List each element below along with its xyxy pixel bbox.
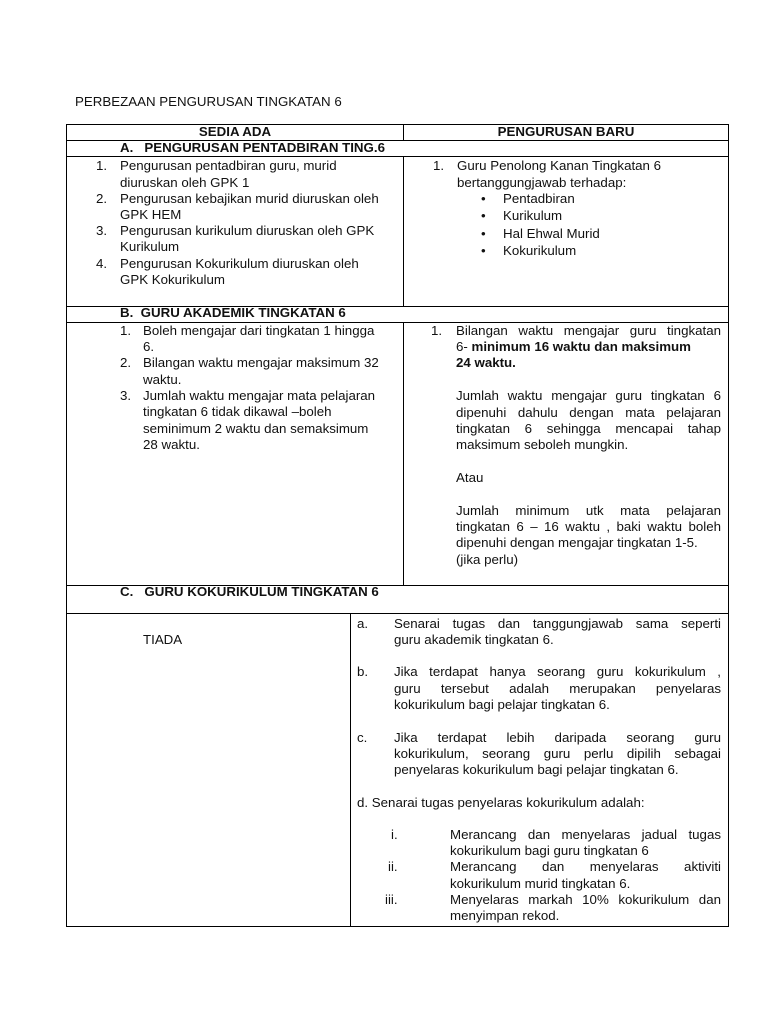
- table-border-bottom: [66, 926, 729, 927]
- list-item-text: penyelaras kokurikulum bagi pelajar tingkatan 6.: [394, 762, 679, 777]
- paragraph-line: (jika perlu): [456, 552, 519, 567]
- list-item-text: diuruskan oleh GPK 1: [120, 175, 250, 190]
- header-sedia-ada: SEDIA ADA: [198, 124, 272, 139]
- list-item-text: tingkatan 6 tidak dikawal –boleh: [143, 404, 332, 419]
- roman-item-text: Menyelaras markah 10% kokurikulum dan: [450, 892, 721, 907]
- roman-number: ii.: [388, 859, 398, 874]
- list-number: 1.: [431, 323, 443, 338]
- table-row-line: [66, 613, 729, 614]
- list-item-text: seminimum 2 waktu dan semaksimum: [143, 421, 369, 436]
- list-item-text: Jika terdapat lebih daripada seorang guru: [394, 730, 721, 745]
- column-divider: [403, 322, 404, 585]
- list-number: 1.: [96, 158, 108, 173]
- bullet-item-text: Hal Ehwal Murid: [503, 226, 600, 241]
- roman-item-text: Merancang dan menyelaras aktiviti: [450, 859, 721, 874]
- list-item-text: Pengurusan Kokurikulum diuruskan oleh: [120, 256, 359, 271]
- list-number: 3.: [120, 388, 132, 403]
- emphasis-text: minimum 16 waktu dan maksimum: [471, 339, 691, 354]
- list-number: 3.: [96, 223, 108, 238]
- paragraph-line: Jumlah waktu mengajar guru tingkatan 6: [456, 388, 721, 403]
- paragraph-line: tingkatan 6 – 16 waktu , baki waktu boleh: [456, 519, 721, 534]
- list-letter: c.: [357, 730, 368, 745]
- list-item-text: Pengurusan kebajikan murid diuruskan oleh: [120, 191, 379, 206]
- roman-item-text: Merancang dan menyelaras jadual tugas: [450, 827, 721, 842]
- paragraph-line: Jumlah minimum utk mata pelajaran: [456, 503, 721, 518]
- paragraph-line: maksimum seboleh mungkin.: [456, 437, 629, 452]
- header-pengurusan-baru: PENGURUSAN BARU: [497, 124, 635, 139]
- list-item-text: GPK Kokurikulum: [120, 272, 225, 287]
- paragraph-line: dipenuhi dengan mengajar tingkatan 1-5.: [456, 535, 698, 550]
- list-item-text: [456, 339, 721, 356]
- list-item-text: Kurikulum: [120, 239, 180, 254]
- roman-number: iii.: [385, 892, 398, 907]
- list-number: 2.: [120, 355, 132, 370]
- list-item-text: Bilangan waktu mengajar guru tingkatan: [456, 323, 721, 338]
- bullet-icon: •: [481, 226, 486, 241]
- list-item-text: guru akademik tingkatan 6.: [394, 632, 554, 647]
- section-c-left-text: TIADA: [143, 632, 183, 647]
- section-c-heading: C. GURU KOKURIKULUM TINGKATAN 6: [120, 584, 379, 599]
- bullet-item-text: Kokurikulum: [503, 243, 577, 258]
- list-item-text: Jumlah waktu mengajar mata pelajaran: [143, 388, 376, 403]
- bullet-icon: •: [481, 243, 486, 258]
- list-number: 1.: [120, 323, 132, 338]
- bullet-icon: •: [481, 191, 486, 206]
- list-item-text: 28 waktu.: [143, 437, 200, 452]
- paragraph-line: dipenuhi dahulu dengan mata pelajaran: [456, 405, 721, 420]
- list-item-text: Guru Penolong Kanan Tingkatan 6: [457, 158, 662, 173]
- section-a-heading: A. PENGURUSAN PENTADBIRAN TING.6: [120, 140, 385, 155]
- list-number: 2.: [96, 191, 108, 206]
- atau-text: Atau: [456, 470, 484, 485]
- section-c-d-text: d. Senarai tugas penyelaras kokurikulum adalah:: [357, 795, 645, 810]
- list-item-text-prefix: 6-: [456, 339, 472, 354]
- list-item-text: Jika terdapat hanya seorang guru kokurikulum ,: [394, 664, 721, 679]
- list-item-text: waktu.: [143, 372, 182, 387]
- list-item-text: Pengurusan pentadbiran guru, murid: [120, 158, 337, 173]
- list-item-text: Boleh mengajar dari tingkatan 1 hingga: [143, 323, 375, 338]
- list-item-text: Pengurusan kurikulum diuruskan oleh GPK: [120, 223, 375, 238]
- list-item-text: kokurikulum bagi pelajar tingkatan 6.: [394, 697, 610, 712]
- column-divider: [403, 156, 404, 306]
- list-number: 1.: [433, 158, 445, 173]
- list-item-text: 6.: [143, 339, 155, 354]
- list-item-text: guru tersebut adalah merupakan penyelaras: [394, 681, 721, 696]
- list-number: 4.: [96, 256, 108, 271]
- emphasis-text: 24 waktu.: [456, 355, 516, 370]
- document-title: PERBEZAAN PENGURUSAN TINGKATAN 6: [75, 94, 342, 109]
- bullet-item-text: Kurikulum: [503, 208, 563, 223]
- list-item-text: GPK HEM: [120, 207, 182, 222]
- bullet-icon: •: [481, 208, 486, 223]
- list-item-text: kokurikulum, seorang guru perlu dipilih sebagai: [394, 746, 721, 761]
- roman-item-text: kokurikulum bagi guru tingkatan 6: [450, 843, 649, 858]
- roman-item-text: menyimpan rekod.: [450, 908, 560, 923]
- table-border-right: [728, 124, 729, 927]
- list-item-text: Bilangan waktu mengajar maksimum 32: [143, 355, 379, 370]
- column-divider: [350, 613, 351, 926]
- table-border-left: [66, 124, 67, 927]
- paragraph-line: tingkatan 6 sehingga mencapai tahap: [456, 421, 721, 436]
- list-item-text: bertanggungjawab terhadap:: [457, 175, 627, 190]
- bullet-item-text: Pentadbiran: [503, 191, 575, 206]
- roman-item-text: kokurikulum murid tingkatan 6.: [450, 876, 631, 891]
- list-letter: b.: [357, 664, 369, 679]
- roman-number: i.: [391, 827, 398, 842]
- list-item-text: Senarai tugas dan tanggungjawab sama seperti: [394, 616, 721, 631]
- list-letter: a.: [357, 616, 369, 631]
- section-b-heading: B. GURU AKADEMIK TINGKATAN 6: [120, 305, 346, 320]
